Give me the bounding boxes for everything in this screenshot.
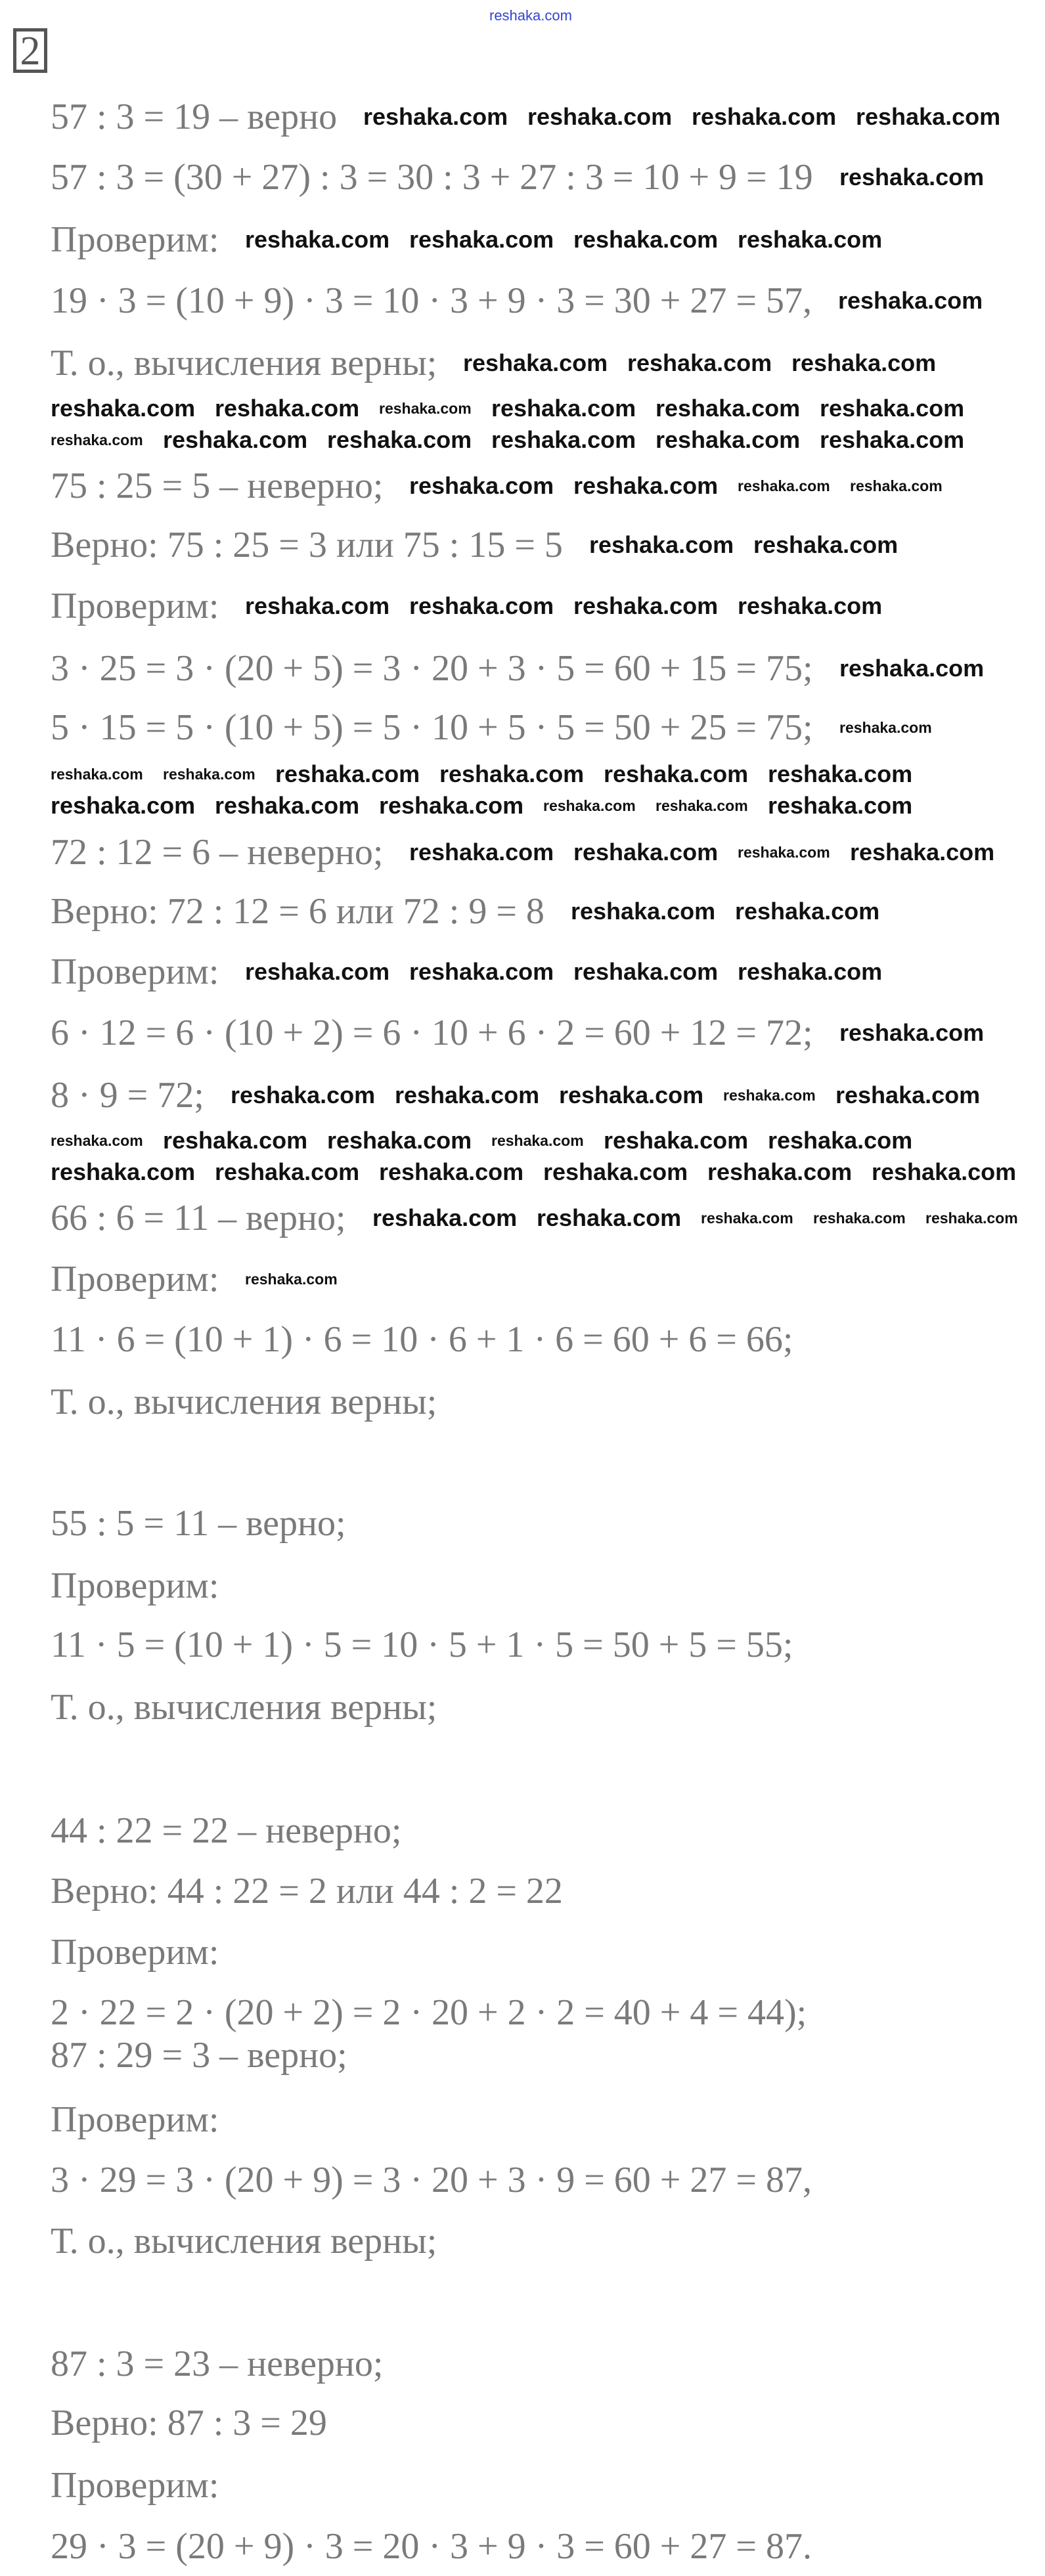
watermark-text: reshaka.com	[768, 1127, 913, 1154]
watermark-text: reshaka.com	[51, 431, 143, 449]
watermark-text: reshaka.com	[463, 349, 608, 376]
watermark-text: reshaka.com	[856, 102, 1001, 130]
solution-line: Проверим:	[51, 1258, 219, 1299]
watermark-text: reshaka.com	[738, 958, 883, 985]
watermark-text: reshaka.com	[656, 426, 801, 454]
solution-line: 29 · 3 = (20 + 9) · 3 = 20 · 3 + 9 · 3 = 60 + 27 = 87.	[51, 2525, 812, 2567]
solution-line: 44 : 22 = 22 – неверно;	[51, 1810, 402, 1851]
watermark-text: reshaka.com	[850, 477, 943, 494]
watermark-text: reshaka.com	[656, 797, 748, 814]
watermark-text: reshaka.com	[627, 349, 772, 376]
watermark-text: reshaka.com	[489, 7, 572, 24]
solution-line: 87 : 29 = 3 – верно;	[51, 2035, 347, 2076]
solution-line: Т. о., вычисления верны;	[51, 1687, 437, 1728]
watermark-text: reshaka.com	[839, 164, 985, 190]
watermark-text: reshaka.com	[275, 760, 420, 787]
watermark-text: reshaka.com	[925, 1210, 1018, 1227]
watermark-text: reshaka.com	[231, 1081, 376, 1108]
solution-line: Т. о., вычисления верны;	[51, 2220, 437, 2261]
watermark-text: reshaka.com	[604, 760, 749, 787]
watermark-text: reshaka.com	[379, 1158, 524, 1186]
solution-line: Верно: 44 : 22 = 2 или 44 : 2 = 22	[51, 1871, 563, 1911]
watermark-text: reshaka.com	[439, 760, 585, 787]
watermark-text: reshaka.com	[753, 531, 899, 558]
watermark-text: reshaka.com	[215, 395, 360, 422]
watermark-text: reshaka.com	[215, 791, 360, 819]
solution-line: 8 · 9 = 72;	[51, 1074, 204, 1116]
solution-line: Проверим:	[51, 1565, 219, 1606]
solution-line: Проверим:	[51, 951, 219, 992]
solution-line: 75 : 25 = 5 – неверно;	[51, 466, 384, 506]
solution-line: 19 · 3 = (10 + 9) · 3 = 10 · 3 + 9 · 3 = 30 + 27 = 57,	[51, 280, 812, 321]
solution-line: Верно: 87 : 3 = 29	[51, 2403, 327, 2443]
solution-line: 3 · 25 = 3 · (20 + 5) = 3 · 20 + 3 · 5 = 60 + 15 = 75;	[51, 647, 813, 689]
watermark-text: reshaka.com	[738, 843, 830, 861]
watermark-text: reshaka.com	[527, 102, 673, 130]
solution-line: Проверим:	[51, 2465, 219, 2506]
watermark-text: reshaka.com	[692, 102, 837, 130]
solution-line: Верно: 72 : 12 = 6 или 72 : 9 = 8	[51, 890, 545, 932]
task-number-badge: 2	[13, 28, 47, 73]
watermark-text: reshaka.com	[245, 1270, 338, 1288]
watermark-text: reshaka.com	[245, 592, 390, 619]
solution-line: 11 · 6 = (10 + 1) · 6 = 10 · 6 + 1 · 6 = 60 + 6 = 66;	[51, 1319, 793, 1360]
solution-line: 3 · 29 = 3 · (20 + 9) = 3 · 20 + 3 · 9 = 60 + 27 = 87,	[51, 2160, 812, 2200]
watermark-text: reshaka.com	[791, 349, 937, 376]
watermark-text: reshaka.com	[838, 286, 983, 314]
solution-line: Проверим:	[51, 1931, 219, 1973]
watermark-text: reshaka.com	[491, 395, 636, 422]
solution-line: Проверим:	[51, 219, 219, 260]
watermark-text: reshaka.com	[163, 765, 256, 783]
watermark-text: reshaka.com	[573, 592, 719, 619]
watermark-text: reshaka.com	[215, 1158, 360, 1186]
watermark-text: reshaka.com	[839, 1018, 985, 1046]
watermark-text: reshaka.com	[573, 226, 719, 253]
solution-line: Проверим:	[51, 2099, 219, 2140]
watermark-text: reshaka.com	[839, 718, 932, 736]
watermark-text: reshaka.com	[707, 1158, 853, 1186]
watermark-text: reshaka.com	[51, 1132, 143, 1150]
watermark-text: reshaka.com	[820, 395, 965, 422]
watermark-text: reshaka.com	[872, 1158, 1017, 1186]
watermark-text: reshaka.com	[409, 838, 554, 865]
solution-line: Верно: 75 : 25 = 3 или 75 : 15 = 5	[51, 525, 563, 565]
watermark-text: reshaka.com	[835, 1081, 981, 1108]
watermark-text: reshaka.com	[573, 838, 719, 865]
watermark-text: reshaka.com	[573, 958, 719, 985]
watermark-text: reshaka.com	[604, 1127, 749, 1154]
watermark-text: reshaka.com	[723, 1086, 816, 1104]
solution-line: 55 : 5 = 11 – верно;	[51, 1503, 346, 1544]
watermark-text: reshaka.com	[51, 395, 196, 422]
solution-line: 87 : 3 = 23 – неверно;	[51, 2344, 384, 2384]
watermark-text: reshaka.com	[768, 760, 913, 787]
watermark-text: reshaka.com	[701, 1210, 793, 1227]
watermark-text: reshaka.com	[820, 426, 965, 454]
watermark-text: reshaka.com	[409, 958, 554, 985]
watermark-text: reshaka.com	[537, 1204, 682, 1231]
solution-line: 57 : 3 = 19 – верно	[51, 96, 338, 137]
watermark-text: reshaka.com	[245, 958, 390, 985]
watermark-text: reshaka.com	[379, 400, 472, 418]
watermark-text: reshaka.com	[543, 797, 636, 814]
watermark-text: reshaka.com	[245, 226, 390, 253]
solution-line: Т. о., вычисления верны;	[51, 1382, 437, 1422]
solution-line: Т. о., вычисления верны;	[51, 342, 437, 383]
watermark-text: reshaka.com	[589, 531, 734, 558]
watermark-text: reshaka.com	[363, 102, 508, 130]
watermark-text: reshaka.com	[395, 1081, 540, 1108]
watermark-text: reshaka.com	[372, 1204, 518, 1231]
solution-line: 6 · 12 = 6 · (10 + 2) = 6 · 10 + 6 · 2 = 60 + 12 = 72;	[51, 1012, 813, 1053]
watermark-text: reshaka.com	[738, 592, 883, 619]
watermark-text: reshaka.com	[163, 1127, 308, 1154]
solution-line: 2 · 22 = 2 · (20 + 2) = 2 · 20 + 2 · 2 = 40 + 4 = 44);	[51, 1992, 807, 2033]
solution-line: 5 · 15 = 5 · (10 + 5) = 5 · 10 + 5 · 5 = 50 + 25 = 75;	[51, 707, 813, 748]
watermark-text: reshaka.com	[738, 477, 830, 494]
watermark-text: reshaka.com	[163, 426, 308, 454]
watermark-text: reshaka.com	[379, 791, 524, 819]
watermark-text: reshaka.com	[735, 897, 880, 925]
solution-line: 57 : 3 = (30 + 27) : 3 = 30 : 3 + 27 : 3 = 10 + 9 = 19	[51, 157, 813, 198]
watermark-text: reshaka.com	[768, 791, 913, 819]
watermark-text: reshaka.com	[813, 1210, 906, 1227]
watermark-text: reshaka.com	[850, 838, 995, 865]
watermark-text: reshaka.com	[573, 472, 719, 499]
watermark-text: reshaka.com	[409, 226, 554, 253]
watermark-text: reshaka.com	[327, 1127, 472, 1154]
watermark-text: reshaka.com	[571, 897, 716, 925]
solution-line: 72 : 12 = 6 – неверно;	[51, 831, 384, 873]
watermark-text: reshaka.com	[559, 1081, 704, 1108]
watermark-text: reshaka.com	[51, 765, 143, 783]
watermark-text: reshaka.com	[327, 426, 472, 454]
watermark-text: reshaka.com	[491, 1132, 584, 1150]
watermark-text: reshaka.com	[839, 654, 985, 682]
solution-line: Проверим:	[51, 585, 219, 626]
watermark-text: reshaka.com	[409, 592, 554, 619]
watermark-text: reshaka.com	[409, 472, 554, 499]
watermark-text: reshaka.com	[543, 1158, 688, 1186]
watermark-text: reshaka.com	[738, 226, 883, 253]
watermark-text: reshaka.com	[51, 1158, 196, 1186]
watermark-text: reshaka.com	[491, 426, 636, 454]
solution-line: 11 · 5 = (10 + 1) · 5 = 10 · 5 + 1 · 5 = 50 + 5 = 55;	[51, 1625, 793, 1665]
solution-line: 66 : 6 = 11 – верно;	[51, 1198, 346, 1238]
watermark-text: reshaka.com	[656, 395, 801, 422]
watermark-text: reshaka.com	[51, 791, 196, 819]
